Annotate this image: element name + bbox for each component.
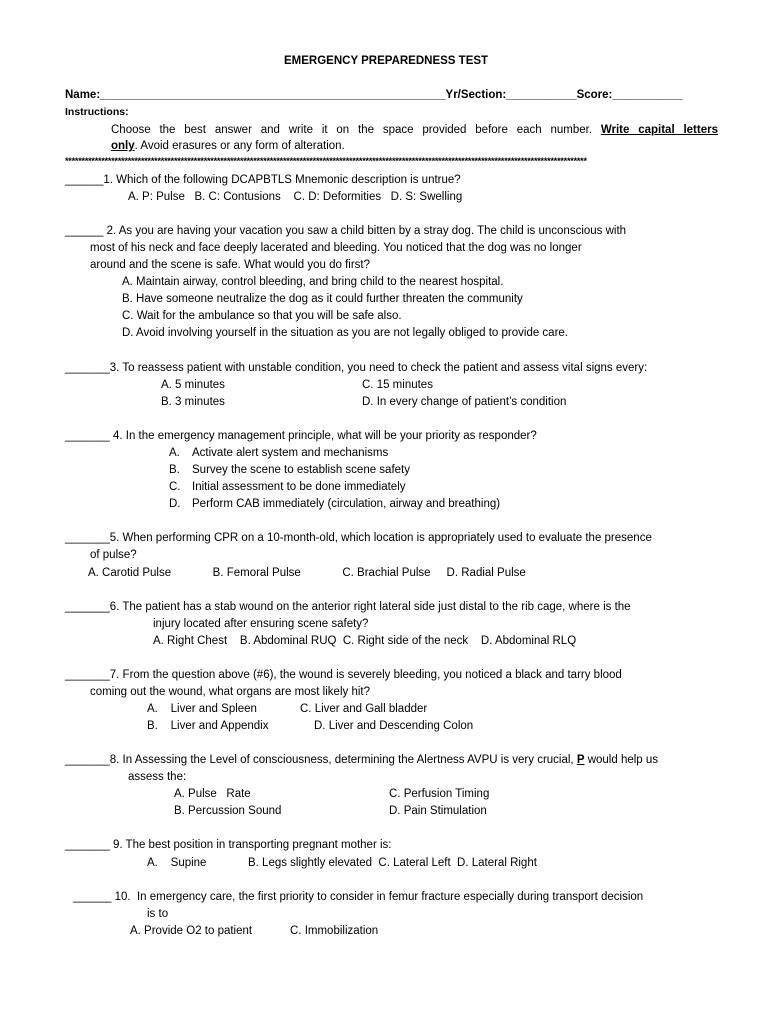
instructions-emphasis: Write capital letters (600, 124, 718, 136)
question-10-choice-a: A. Provide O2 to patient (130, 925, 253, 937)
instructions-line-2 (111, 139, 345, 154)
question-5-stem-1: _______5. When performing CPR on a 10-month-old, which location is appropriately used to evaluate the presence (65, 532, 652, 544)
instructions-emphasis-2: only (111, 140, 135, 152)
question-3-stem: _______3. To reassess patient with unstable condition, you need to check the patient and assess vital signs every: (65, 362, 648, 374)
question-6-stem-1: _______6. The patient has a stab wound on the anterior right lateral side just distal to the rib cage, where is the (65, 601, 631, 613)
question-4-choice-b: Survey the scene to establish scene safety (192, 464, 410, 476)
question-8-stem-text: _______8. In Assessing the Level of consciousness, determining the Alertness AVPU is very crucial, (65, 754, 574, 766)
question-9-stem: _______ 9. The best position in transporting pregnant mother is: (65, 839, 392, 851)
question-1-choices: A. P: Pulse B. C: Contusions C. D: Deformities D. S: Swelling (128, 191, 463, 203)
star-divider: ************************************************************************************************************************************************************** (65, 156, 587, 166)
page-title: EMERGENCY PREPAREDNESS TEST (284, 55, 489, 67)
question-8-stem-text-2: would help us (587, 754, 659, 766)
question-7-choice-a: A. Liver and Spleen (147, 703, 257, 715)
question-3-choice-a: A. 5 minutes (161, 379, 225, 391)
instructions-line-1 (111, 123, 718, 138)
question-5-choices: A. Carotid Pulse B. Femoral Pulse C. Brachial Pulse D. Radial Pulse (88, 567, 526, 579)
question-4-choice-d: Perform CAB immediately (circulation, airway and breathing) (192, 498, 501, 510)
question-8-choice-c: C. Perfusion Timing (389, 788, 490, 800)
question-9-choices: A. Supine B. Legs slightly elevated C. Lateral Left D. Lateral Right (147, 857, 537, 869)
question-7-choice-c: C. Liver and Gall bladder (300, 703, 428, 715)
question-8-emphasis: P (576, 754, 585, 766)
question-4-choice-c: Initial assessment to be done immediately (192, 481, 406, 493)
question-4-letter-c: C. (169, 481, 181, 493)
question-8-choice-b: B. Percussion Sound (174, 805, 282, 817)
question-2-stem-1: ______ 2. As you are having your vacation you saw a child bitten by a stray dog. The child is unconscious with (65, 225, 627, 237)
question-4-letter-b: B. (169, 464, 180, 476)
question-3-choice-d: D. In every change of patient’s condition (362, 396, 567, 408)
question-7-choice-d: D. Liver and Descending Colon (314, 720, 474, 732)
question-4-choice-a: Activate alert system and mechanisms (192, 447, 389, 459)
question-6-stem-2: injury located after ensuring scene safety? (153, 618, 369, 630)
question-2-choice-d: D. Avoid involving yourself in the situation as you are not legally obliged to provide care. (122, 327, 568, 339)
question-7-stem-2: coming out the wound, what organs are most likely hit? (90, 686, 370, 698)
question-2-choice-c: C. Wait for the ambulance so that you will be safe also. (122, 310, 402, 322)
instructions-text: Choose the best answer and write it on the space provided before each number. (111, 124, 593, 136)
question-2-stem-2: most of his neck and face deeply lacerated and bleeding. You noticed that the dog was no longer (90, 242, 582, 254)
question-7-choice-b: B. Liver and Appendix (147, 720, 269, 732)
question-8-choice-a: A. Pulse Rate (174, 788, 251, 800)
question-4-stem: _______ 4. In the emergency management principle, what will be your priority as responder? (65, 430, 537, 442)
question-10-choice-c: C. Immobilization (290, 925, 379, 937)
instructions-label: Instructions: (65, 106, 129, 118)
question-10-stem-2: is to (147, 908, 169, 920)
question-3-choice-b: B. 3 minutes (161, 396, 225, 408)
instructions-text-2: . Avoid erasures or any form of alteration. (134, 140, 345, 152)
question-7-stem-1: _______7. From the question above (#6), the wound is severely bleeding, you noticed a black and tarry blood (65, 669, 622, 681)
question-6-choices: A. Right Chest B. Abdominal RUQ C. Right side of the neck D. Abdominal RLQ (153, 635, 577, 647)
question-2-stem-3: around and the scene is safe. What would you do first? (90, 259, 370, 271)
question-8-stem-2: assess the: (128, 771, 187, 783)
question-8-stem-1 (65, 753, 658, 768)
question-4-letter-a: A. (169, 447, 180, 459)
question-10-stem-1: ______ 10. In emergency care, the first priority to consider in femur fracture especially during transport decision (73, 891, 644, 903)
question-8-choice-d: D. Pain Stimulation (389, 805, 487, 817)
question-2-choice-a: A. Maintain airway, control bleeding, and bring child to the nearest hospital. (122, 276, 504, 288)
question-4-letter-d: D. (169, 498, 181, 510)
question-2-choice-b: B. Have someone neutralize the dog as it could further threaten the community (122, 293, 523, 305)
name-yr-section-score-line: Name:______________________________________________________Yr/Section:___________Score:___________ (65, 89, 683, 101)
question-3-choice-c: C. 15 minutes (362, 379, 433, 391)
question-1-stem: ______1. Which of the following DCAPBTLS Mnemonic description is untrue? (65, 174, 461, 186)
question-5-stem-2: of pulse? (90, 549, 137, 561)
